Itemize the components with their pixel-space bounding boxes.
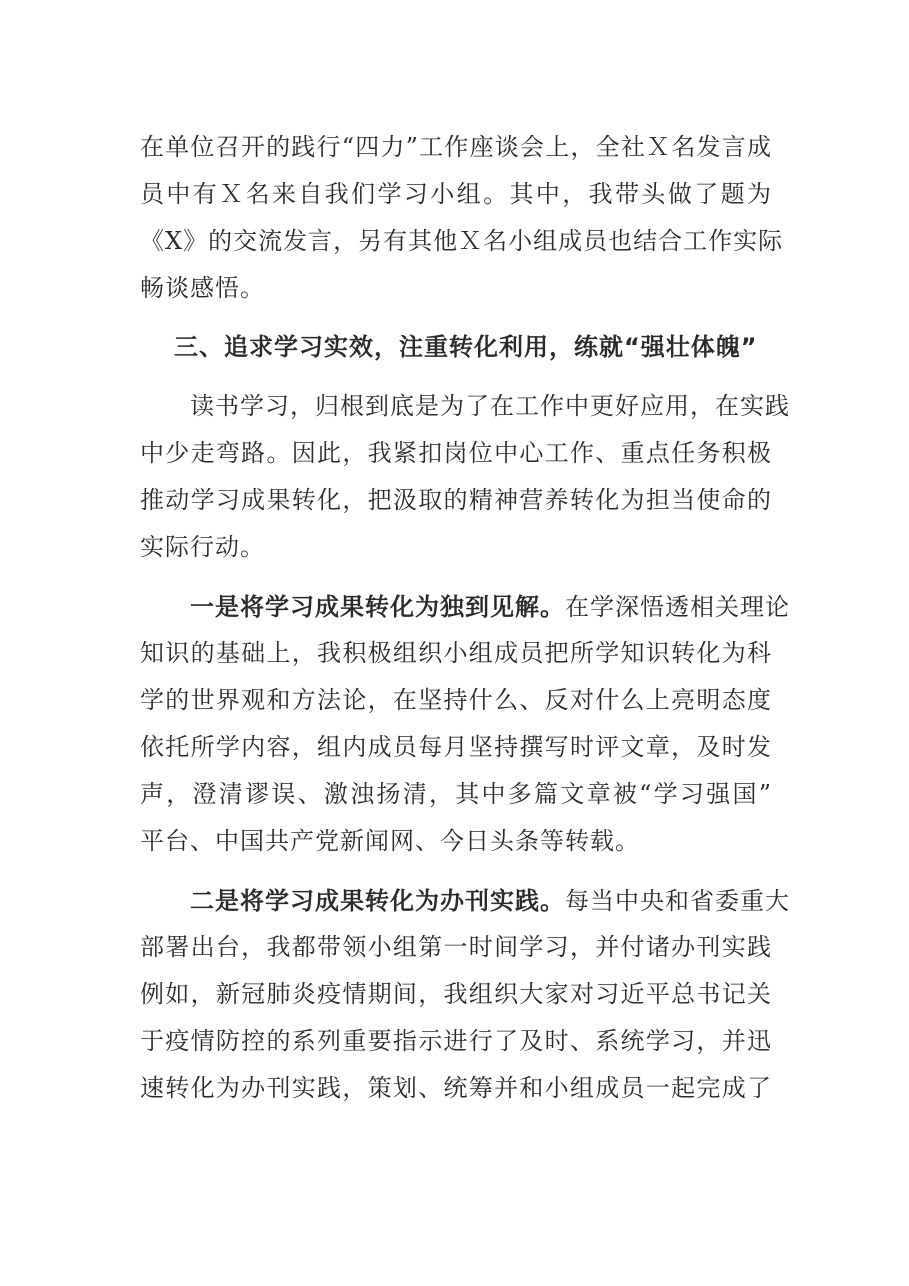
text-line: 依托所学内容，组内成员每月坚持撰写时评文章，及时发 bbox=[140, 733, 772, 761]
section-heading-3: 三、追求学习实效，注重转化利用，练就“强壮体魄” bbox=[174, 333, 758, 361]
text-line: 平台、中国共产党新闻网、今日头条等转载。 bbox=[140, 827, 640, 855]
text-line: 员中有Ｘ名来自我们学习小组。其中，我带头做了题为 bbox=[140, 180, 772, 208]
text-line: 在单位召开的践行“四力”工作座谈会上，全社Ｘ名发言成 bbox=[140, 133, 772, 161]
text-line: 读书学习，归根到底是为了在工作中更好应用，在实践 bbox=[140, 392, 790, 420]
text-line-first bbox=[140, 583, 790, 630]
paragraph-3 bbox=[140, 583, 790, 865]
text-line-first bbox=[140, 877, 790, 924]
text-line: 于疫情防控的系列重要指示进行了及时、系统学习，并迅 bbox=[140, 1027, 772, 1055]
text-line: 畅谈感悟。 bbox=[140, 274, 265, 302]
text-line: 例如，新冠肺炎疫情期间，我组织大家对习近平总书记关 bbox=[140, 980, 772, 1008]
paragraph-lead: 二是将学习成果转化为办刊实践。 bbox=[190, 886, 565, 915]
text-line: 声，澄清谬误、激浊扬清，其中多篇文章被“学习强国” bbox=[140, 780, 772, 808]
text-line: 《X》的交流发言，另有其他Ｘ名小组成员也结合工作实际 bbox=[140, 227, 784, 255]
paragraph-1 bbox=[140, 124, 784, 312]
text-line: 速转化为办刊实践，策划、统筹并和小组成员一起完成了 bbox=[140, 1074, 772, 1102]
paragraph-lead-rest: 每当中央和省委重大 bbox=[565, 887, 790, 915]
paragraph-2 bbox=[140, 383, 790, 571]
document-page bbox=[140, 124, 790, 1112]
text-line: 知识的基础上，我积极组织小组成员把所学知识转化为科 bbox=[140, 639, 772, 667]
paragraph-4 bbox=[140, 877, 790, 1112]
paragraph-lead: 一是将学习成果转化为独到见解。 bbox=[190, 592, 565, 621]
text-line: 实际行动。 bbox=[140, 533, 265, 561]
text-line: 部署出台，我都带领小组第一时间学习，并付诸办刊实践 bbox=[140, 933, 772, 961]
paragraph-lead-rest: 在学深悟透相关理论 bbox=[565, 593, 790, 621]
text-line: 中少走弯路。因此，我紧扣岗位中心工作、重点任务积极 bbox=[140, 439, 772, 467]
text-line: 推动学习成果转化，把汲取的精神营养转化为担当使命的 bbox=[140, 486, 772, 514]
text-line: 学的世界观和方法论，在坚持什么、反对什么上亮明态度 bbox=[140, 686, 772, 714]
